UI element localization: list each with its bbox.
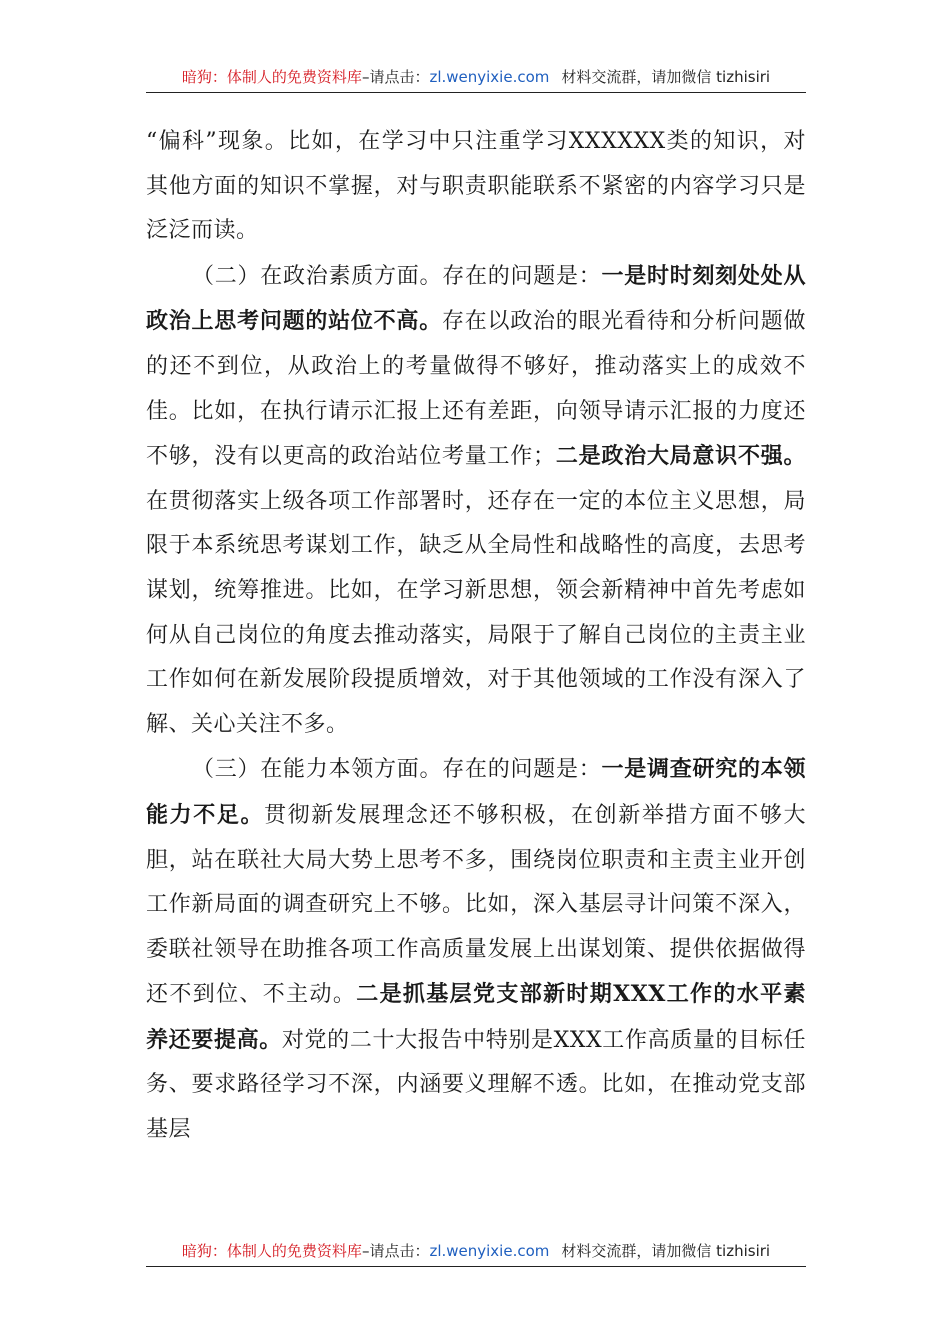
bold-point: 二是政治大局意识不强。	[555, 443, 806, 470]
header-banner	[146, 66, 806, 93]
text-segment: 在贯彻落实上级各项工作部署时，还存在一定的本位主义思想，局限于本系统思考谋划工作，缺乏从全局性和战略性的高度，去思考谋划，统筹推进。比如，在学习新思想，领会新精神中首先考虑如何从自己岗位的角度去推动落实，局限于了解自己岗位的主责主业工作如何在新发展阶段提质增效，对于其他领域的工作没有深入了解、关心关注不多。	[146, 488, 806, 737]
paragraph-continuation	[146, 120, 806, 254]
paragraph-political-quality	[146, 254, 806, 748]
bold-point: 一是调查研究的本领能力不足。	[146, 756, 806, 828]
text-segment: （二）在政治素质方面。存在的问题是：	[192, 263, 602, 289]
banner-prompt: –请点击：	[361, 68, 430, 86]
paragraph-ability	[146, 747, 806, 1152]
text-segment: 存在以政治的眼光看待和分析问题做的还不到位，从政治上的考量做得不够好，推动落实上的成效不佳。比如，在执行请示汇报上还有差距，向领导请示汇报的力度还不够，没有以更高的政治站位考量工作；	[146, 309, 806, 470]
bold-point: 二是抓基层党支部新时期XXX工作的水平素养还要提高。	[146, 981, 806, 1053]
document-body	[146, 120, 806, 1153]
banner-prompt: –请点击：	[361, 1242, 430, 1260]
banner-brand: 暗狗：体制人的免费资料库	[181, 68, 362, 86]
banner-group-info: 材料交流群，请加微信 tizhisiri	[561, 68, 771, 86]
text-segment: （三）在能力本领方面。存在的问题是：	[192, 757, 602, 783]
banner-link[interactable]: zl.wenyixie.com	[429, 1242, 550, 1260]
banner-group-info: 材料交流群，请加微信 tizhisiri	[561, 1242, 771, 1260]
bold-point: 一是时时刻刻处处从政治上思考问题的站位不高。	[146, 262, 806, 335]
text-segment: “偏科”现象。比如，在学习中只注重学习XXXXXX类的知识，对其他方面的知识不掌握，对与职责职能联系不紧密的内容学习只是泛泛而读。	[146, 129, 806, 244]
text-segment: 对党的二十大报告中特别是XXX工作高质量的目标任务、要求路径学习不深，内涵要义理解不透。比如，在推动党支部基层	[146, 1027, 806, 1143]
banner-link[interactable]: zl.wenyixie.com	[429, 68, 550, 86]
banner-brand: 暗狗：体制人的免费资料库	[181, 1242, 362, 1260]
footer-banner	[146, 1240, 806, 1267]
text-segment: 贯彻新发展理念还不够积极，在创新举措方面不够大胆，站在联社大局大势上思考不多，围绕岗位职责和主责主业开创工作新局面的调查研究上不够。比如，深入基层寻计问策不深入，委联社领导在助推各项工作高质量发展上出谋划策、提供依据做得还不到位、不主动。	[146, 802, 806, 1008]
